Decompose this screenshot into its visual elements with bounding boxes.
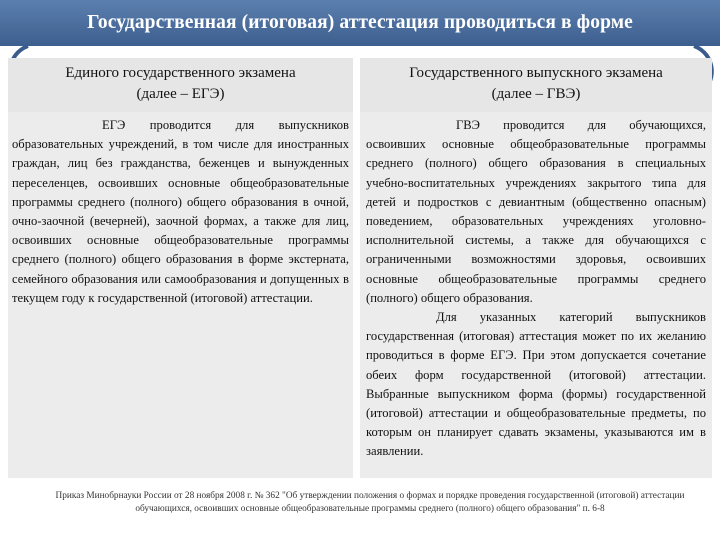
column-header-gve-title: Государственного выпускного экзамена — [409, 65, 663, 81]
gve-additional-text: Для указанных категорий выпускников государственная (итоговая) аттестация может по их желанию проводиться в форме ЕГЭ. При этом допускается сочетание обеих форм государственной (итоговой) аттестации. Выбранные выпускником форма (формы) государственной (итоговой) аттестации и общеобразовательные предметы, по которым он планирует сдавать экзамены, указываются им в заявлении. — [366, 310, 706, 459]
column-header-ege-abbr: (далее – ЕГЭ) — [136, 86, 225, 102]
column-header-ege-title: Единого государственного экзамена — [65, 65, 296, 81]
column-header-gve-abbr: (далее – ГВЭ) — [491, 86, 581, 102]
footnote-source: Приказ Минобрнауки России от 28 ноября 2008 г. № 362 "Об утверждении положения о формах и порядке проведения государственной (итоговой) аттестации обучающихся, освоивших основные общеобразовательные программы среднего (полного) общего образования" п. 6-8 — [55, 491, 685, 514]
column-header-gve — [360, 58, 712, 112]
column-header-ege — [8, 58, 353, 112]
gve-description-panel — [360, 112, 712, 478]
page-title: Государственная (итоговая) аттестация проводиться в форме — [0, 0, 720, 46]
ege-description-panel — [8, 112, 353, 478]
ege-description-text: ЕГЭ проводится для выпускников образовательных учреждений, в том числе для иностранных граждан, лиц без гражданства, беженцев и вынужденных переселенцев, освоивших основные общеобразовательные программы среднего (полного) общего образования в очной, очно-заочной (вечерней), заочной формах, а также для лиц, освоивших основные общеобразовательные программы среднего (полного) общего образования в форме экстерната, семейного образования или самообразования и допущенных в текущем году к государственной (итоговой) аттестации. — [12, 118, 349, 305]
gve-description-text: ГВЭ проводится для обучающихся, освоивших основные общеобразовательные программы среднего (полного) общего образования в специальных учебно-воспитательных учреждениях закрытого типа для детей и подростков с девиантным (общественно опасным) поведением, образовательных учреждениях уголовно-исполнительной системы, а также для обучающихся с ограниченными возможностями здоровья, освоивших основные общеобразовательные программы среднего (полного) общего образования. — [366, 118, 706, 305]
